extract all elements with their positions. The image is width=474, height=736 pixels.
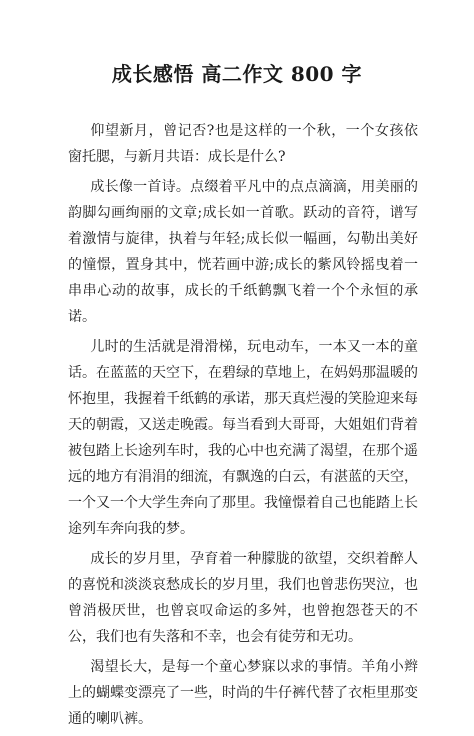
paragraph: 仰望新月，曾记否?也是这样的一个秋，一个女孩依窗托腮，与新月共语：成长是什么? — [68, 123, 418, 165]
paragraph: 渴望长大，是每一个童心梦寐以求的事情。羊角小辫上的蝴蝶变漂亮了一些，时尚的牛仔裤代替了衣柜里那变通的喇叭裤。 — [68, 659, 418, 727]
document-body — [68, 118, 418, 736]
paragraph: 成长的岁月里，孕育着一种朦胧的欲望，交织着醉人的喜悦和淡淡哀愁成长的岁月里，我们也曾悲伤哭泣，也曾消极厌世，也曾哀叹命运的多舛，也曾抱怨苍天的不公，我们也有失落和不幸，也会有徒劳和无功。 — [68, 551, 418, 645]
paragraph: 儿时的生活就是滑滑梯，玩电动车，一本又一本的童话。在蓝蓝的天空下，在碧绿的草地上，在妈妈那温暖的怀抱里，我握着千纸鹤的承诺，那天真烂漫的笑脸迎来每天的朝霞，又送走晚霞。每当看到大哥哥，大姐姐们背着被包踏上长途列车时，我的心中也充满了渴望，在那个遥远的地方有涓涓的细流，有飘逸的白云，有湛蓝的天空，一个又一个大学生奔向了那里。我憧憬着自己也能踏上长途列车奔向我的梦。 — [68, 339, 418, 537]
paragraph: 成长像一首诗。点缀着平凡中的点点滴滴，用美丽的韵脚勾画绚丽的文章;成长如一首歌。跃动的音符，谱写着激情与旋律，执着与年轻;成长似一幅画，勾勒出美好的憧憬，置身其中，恍若画中游;成长的紫风铃摇曳着一串串心动的故事，成长的千纸鹤飘飞着一个个永恒的承诺。 — [68, 179, 418, 325]
document-title: 成长感悟 高二作文 800 字 — [111, 62, 363, 86]
